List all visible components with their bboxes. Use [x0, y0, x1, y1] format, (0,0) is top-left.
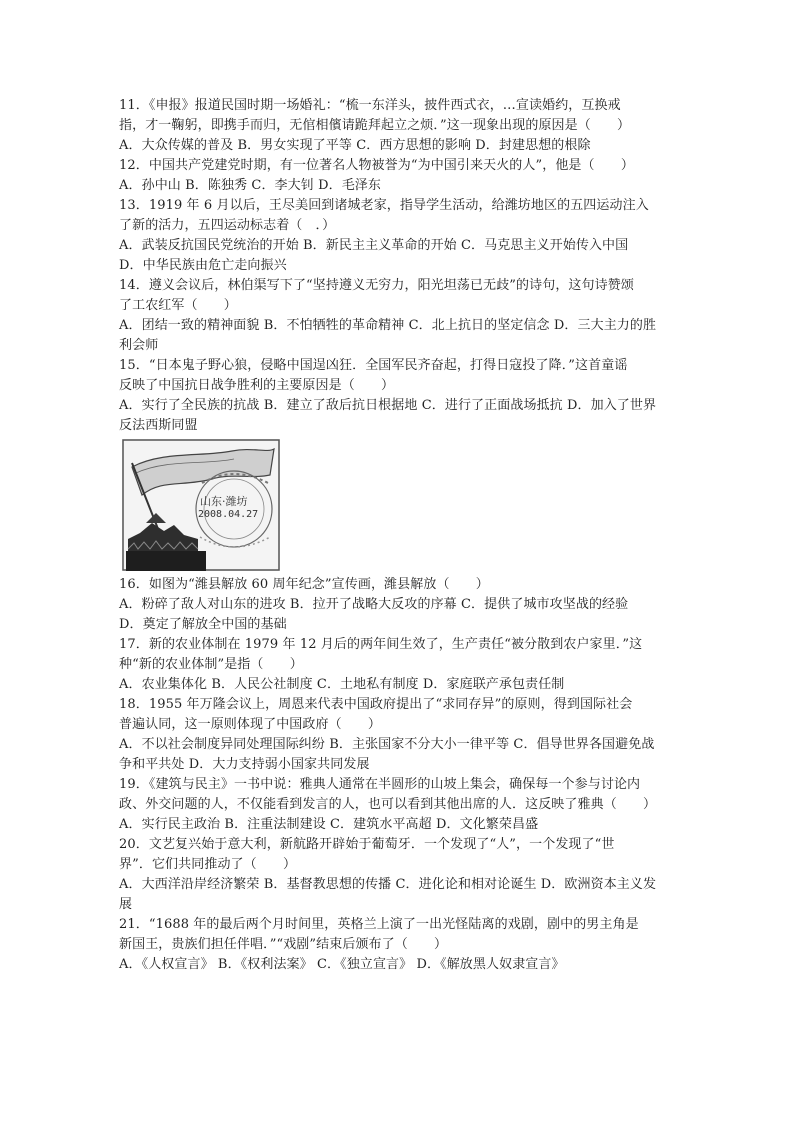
question-13-options-line-2: D．中华民族由危亡走向振兴: [119, 258, 287, 273]
question-21-stem-line-1: 21．“1688 年的最后两个月时间里，英格兰上演了一出光怪陆离的戏剧，剧中的男主角是: [119, 917, 639, 932]
question-14-options-line-2: 利会师: [119, 338, 159, 353]
question-19-stem-line-2: 政、外交问题的人，不仅能看到发言的人，也可以看到其他出席的人．这反映了雅典（ ）: [119, 797, 657, 812]
question-20-options-line-1: A．大西洋沿岸经济繁荣 B．基督教思想的传播 C．进化论和相对论诞生 D．欧洲资本主义发: [119, 877, 657, 892]
question-21-stem-line-2: 新国王，贵族们担任伴唱．”“戏剧”结束后颁布了（ ）: [119, 937, 448, 952]
question-16-stem-line-1: 16．如图为“潍县解放 60 周年纪念”宣传画，潍县解放（ ）: [119, 577, 489, 592]
question-19-options: A．实行民主政治 B．注重法制建设 C．建筑水平高超 D．文化繁荣昌盛: [119, 817, 539, 832]
question-20-stem-line-2: 界”．它们共同推动了（ ）: [119, 857, 297, 872]
question-14-stem-line-1: 14．遵义会议后，林伯渠写下了“坚持遵义无穷力，阳光坦荡已无歧”的诗句，这句诗赞颂: [119, 278, 634, 293]
question-15-stem-line-1: 15．“日本鬼子野心狼，侵略中国逞凶狂．全国军民齐奋起，打得日寇投了降．”这首童谣: [119, 358, 628, 373]
postmark-date: 2008.04.27: [198, 509, 259, 520]
question-16-options-line-1: A．粉碎了敌人对山东的进攻 B．拉开了战略大反攻的序幕 C．提供了城市攻坚战的经验: [119, 597, 629, 612]
question-14-stem-line-2: 了工农红军（ ）: [119, 298, 237, 313]
question-14-options-line-1: A．团结一致的精神面貌 B．不怕牺牲的革命精神 C．北上抗日的坚定信念 D．三大主力的胜: [119, 318, 657, 333]
question-13-stem-line-2: 了新的活力，五四运动标志着（ ．）: [119, 218, 336, 233]
question-12-stem-line-1: 12．中国共产党建党时期，有一位著名人物被誉为“为中国引来天火的人”，他是（ ）: [119, 158, 634, 173]
question-11-stem-line-1: 11．《申报》报道民国时期一场婚礼：“梳一东洋头，披件西式衣，…宣读婚约，互换戒: [119, 98, 621, 113]
question-15-stem-line-2: 反映了中国抗日战争胜利的主要原因是（ ）: [119, 378, 395, 393]
question-17-stem-line-2: 种“新的农业体制”是指（ ）: [119, 657, 303, 672]
question-19-stem-line-1: 19．《建筑与民主》一书中说：雅典人通常在半圆形的山坡上集会，确保每一个参与讨论内: [119, 777, 641, 792]
postmark-place: 山东·潍坊: [200, 495, 248, 508]
question-17-stem-line-1: 17．新的农业体制在 1979 年 12 月后的两年间生效了，生产责任“被分散到农户家里．”这: [119, 637, 643, 652]
question-18-options-line-1: A．不以社会制度异同处理国际纠纷 B．主张国家不分大小一律平等 C．倡导世界各国避免战: [119, 737, 655, 752]
question-16-options-line-2: D．奠定了解放全中国的基础: [119, 617, 287, 632]
question-15-options-line-1: A．实行了全民族的抗战 B．建立了敌后抗日根据地 C．进行了正面战场抵抗 D．加入了世界: [119, 398, 657, 413]
question-20-options-line-2: 展: [119, 897, 133, 912]
question-18-stem-line-2: 普遍认同，这一原则体现了中国政府（ ）: [119, 717, 382, 732]
question-11-stem-line-2: 指，才一鞠躬，即携手而归，无倌相儐请跪拜起立之烦．”这一现象出现的原因是（ ）: [119, 118, 631, 133]
question-21-options: A．《人权宣言》 B．《权利法案》 C．《独立宣言》 D．《解放黑人奴隶宣言》: [119, 957, 565, 972]
question-11-options: A．大众传媒的普及 B．男女实现了平等 C．西方思想的影响 D．封建思想的根除: [119, 138, 591, 153]
question-20-stem-line-1: 20．文艺复兴始于意大利，新航路开辟始于葡萄牙．一个发现了“人”，一个发现了“世: [119, 837, 615, 852]
commemorative-postmark-image: [122, 439, 280, 571]
question-12-options: A．孙中山 B．陈独秀 C．李大钊 D．毛泽东: [119, 178, 382, 193]
question-18-stem-line-1: 18．1955 年万隆会议上，周恩来代表中国政府提出了“求同存异”的原则，得到国际社会: [119, 697, 633, 712]
question-13-stem-line-1: 13．1919 年 6 月以后，王尽美回到诸城老家，指导学生活动，给潍坊地区的五四运动注入: [119, 198, 649, 213]
question-15-options-line-2: 反法西斯同盟: [119, 418, 198, 433]
question-13-options-line-1: A．武装反抗国民党统治的开始 B．新民主主义革命的开始 C．马克思主义开始传入中国: [119, 238, 629, 253]
question-17-options: A．农业集体化 B．人民公社制度 C．土地私有制度 D．家庭联产承包责任制: [119, 677, 565, 692]
exam-page: [119, 96, 679, 975]
question-18-options-line-2: 争和平共处 D．大力支持弱小国家共同发展: [119, 757, 370, 772]
